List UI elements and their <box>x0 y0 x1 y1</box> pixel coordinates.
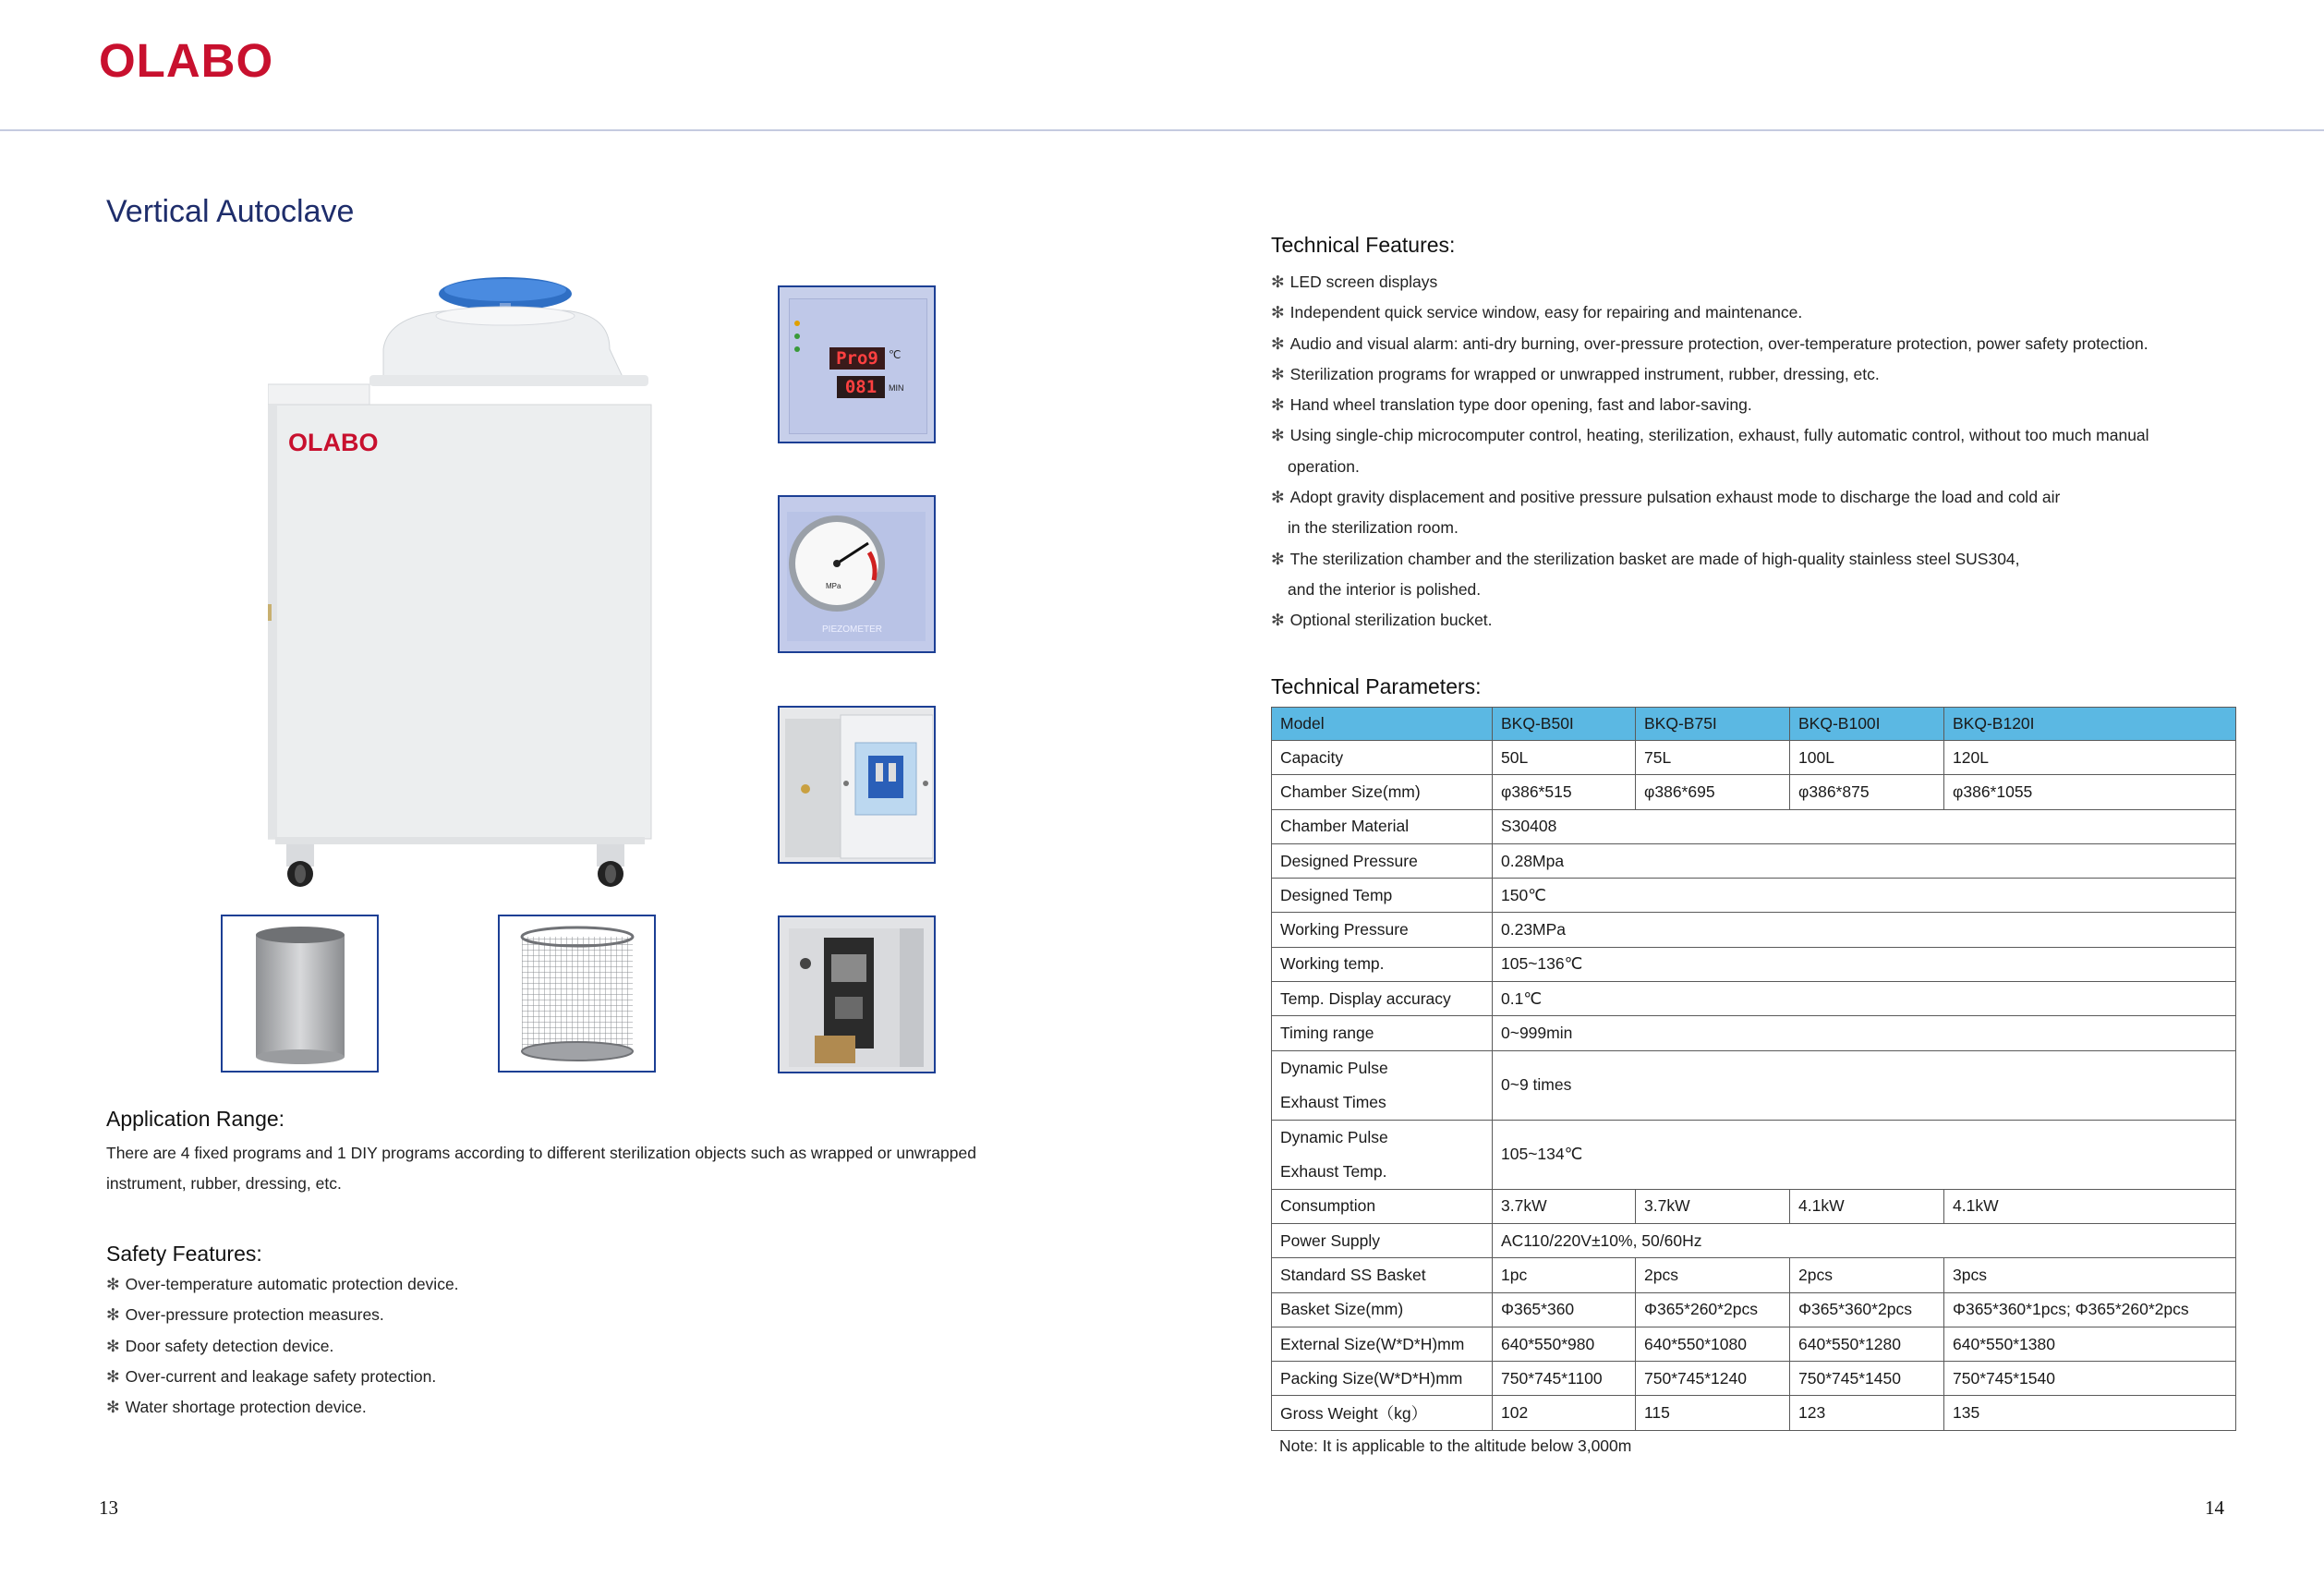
table-cell: 105~136℃ <box>1493 947 2236 981</box>
parameters-table <box>1271 707 2236 1431</box>
row-label: Capacity <box>1272 741 1493 775</box>
gauge-label: PIEZOMETER <box>822 624 883 635</box>
table-row <box>1272 1362 2236 1396</box>
table-cell: 0~9 times <box>1493 1050 2236 1120</box>
row-label: Dynamic Pulse Exhaust Times <box>1272 1050 1493 1120</box>
table-row <box>1272 879 2236 913</box>
asterisk-icon: ✻ <box>1271 549 1285 568</box>
table-cell: φ386*515 <box>1493 775 1636 809</box>
table-cell: 102 <box>1493 1396 1636 1430</box>
table-cell: Φ365*360 <box>1493 1292 1636 1327</box>
table-note: Note: It is applicable to the altitude below 3,000m <box>1279 1436 1632 1455</box>
row-label: External Size(W*D*H)mm <box>1272 1327 1493 1361</box>
asterisk-icon: ✻ <box>1271 611 1285 630</box>
table-row <box>1272 1396 2236 1430</box>
row-label: Chamber Size(mm) <box>1272 775 1493 809</box>
table-cell: 105~134℃ <box>1493 1120 2236 1189</box>
table-cell: 135 <box>1944 1396 2236 1430</box>
application-line: instrument, rubber, dressing, etc. <box>106 1174 342 1193</box>
technical-features-heading: Technical Features: <box>1271 233 1456 257</box>
row-label: Basket Size(mm) <box>1272 1292 1493 1327</box>
table-cell: 640*550*1280 <box>1790 1327 1944 1361</box>
table-cell: φ386*1055 <box>1944 775 2236 809</box>
parameters-table-wrapper <box>1271 707 2236 1456</box>
table-cell: 3.7kW <box>1636 1189 1790 1223</box>
asterisk-icon: ✻ <box>1271 273 1285 291</box>
table-cell: 3.7kW <box>1493 1189 1636 1223</box>
safety-heading: Safety Features: <box>106 1242 262 1266</box>
list-item: ✻ Adopt gravity displacement and positive pressure pulsation exhaust mode to discharge the load and cold air <box>1271 488 2061 507</box>
table-cell: AC110/220V±10%, 50/60Hz <box>1493 1223 2236 1257</box>
table-cell: Φ365*260*2pcs <box>1636 1292 1790 1327</box>
table-row <box>1272 1016 2236 1050</box>
row-label: Dynamic Pulse Exhaust Temp. <box>1272 1120 1493 1189</box>
pressure-gauge-thumbnail <box>778 495 936 653</box>
row-label: Consumption <box>1272 1189 1493 1223</box>
page-number-left: 13 <box>99 1497 118 1519</box>
table-cell: 150℃ <box>1493 879 2236 913</box>
temperature-display: Pro9 <box>829 347 885 370</box>
autoclave-image <box>268 275 656 892</box>
table-cell: Φ365*360*1pcs; Φ365*260*2pcs <box>1944 1292 2236 1327</box>
list-item: ✻ Sterilization programs for wrapped or unwrapped instrument, rubber, dressing, etc. <box>1271 364 1880 383</box>
table-cell: 640*550*980 <box>1493 1327 1636 1361</box>
header-cell: BKQ-B50I <box>1493 708 1636 741</box>
minute-unit: MIN <box>889 383 904 393</box>
asterisk-icon: ✻ <box>106 1275 120 1293</box>
table-cell: 750*745*1540 <box>1944 1362 2236 1396</box>
table-cell: 2pcs <box>1790 1258 1944 1292</box>
row-label: Working Pressure <box>1272 913 1493 947</box>
table-cell: 1pc <box>1493 1258 1636 1292</box>
circuit-breaker-thumbnail <box>778 706 936 864</box>
machine-brand-label: OLABO <box>288 429 379 456</box>
table-cell: 120L <box>1944 741 2236 775</box>
table-cell: 750*745*1100 <box>1493 1362 1636 1396</box>
table-cell: 0~999min <box>1493 1016 2236 1050</box>
sterilization-bucket-thumbnail <box>221 915 379 1073</box>
application-text <box>106 1138 1122 1199</box>
table-row <box>1272 947 2236 981</box>
table-cell: φ386*695 <box>1636 775 1790 809</box>
row-label: Chamber Material <box>1272 809 1493 843</box>
table-cell: 750*745*1450 <box>1790 1362 1944 1396</box>
table-row <box>1272 982 2236 1016</box>
row-label: Temp. Display accuracy <box>1272 982 1493 1016</box>
table-row <box>1272 775 2236 809</box>
list-item: ✻ Audio and visual alarm: anti-dry burning, over-pressure protection, over-temperature protection, power safety protection. <box>1271 333 2148 353</box>
table-cell: 123 <box>1790 1396 1944 1430</box>
asterisk-icon: ✻ <box>1271 333 1285 353</box>
table-row <box>1272 1189 2236 1223</box>
header-divider <box>0 129 2324 131</box>
row-label: Packing Size(W*D*H)mm <box>1272 1362 1493 1396</box>
list-item: ✻ Independent quick service window, easy for repairing and maintenance. <box>1271 303 1803 322</box>
table-cell: S30408 <box>1493 809 2236 843</box>
page-number-right: 14 <box>2205 1497 2224 1519</box>
header-cell: BKQ-B75I <box>1636 708 1790 741</box>
table-cell: 750*745*1240 <box>1636 1362 1790 1396</box>
table-row <box>1272 1258 2236 1292</box>
asterisk-icon: ✻ <box>106 1398 120 1417</box>
table-row <box>1272 913 2236 947</box>
table-row <box>1272 1292 2236 1327</box>
table-cell: 640*550*1080 <box>1636 1327 1790 1361</box>
asterisk-icon: ✻ <box>1271 303 1285 322</box>
page-title: Vertical Autoclave <box>106 194 355 229</box>
table-row <box>1272 1223 2236 1257</box>
wire-basket-thumbnail <box>498 915 656 1073</box>
row-label: Working temp. <box>1272 947 1493 981</box>
list-item-continuation: in the sterilization room. <box>1288 518 1459 538</box>
asterisk-icon: ✻ <box>1271 364 1285 383</box>
table-cell: 4.1kW <box>1790 1189 1944 1223</box>
list-item: ✻ Over-pressure protection measures. <box>106 1305 384 1325</box>
list-item: ✻ The sterilization chamber and the sterilization basket are made of high-quality stainless steel SUS304, <box>1271 549 2020 568</box>
asterisk-icon: ✻ <box>1271 488 1285 507</box>
application-heading: Application Range: <box>106 1107 285 1131</box>
list-item: ✻ Door safety detection device. <box>106 1336 334 1355</box>
list-item: ✻ Hand wheel translation type door opening, fast and labor-saving. <box>1271 395 1752 415</box>
asterisk-icon: ✻ <box>1271 395 1285 415</box>
table-cell: 0.28Mpa <box>1493 843 2236 878</box>
table-header-row <box>1272 708 2236 741</box>
table-cell: 4.1kW <box>1944 1189 2236 1223</box>
row-label: Designed Pressure <box>1272 843 1493 878</box>
technical-features-list <box>1271 267 2306 636</box>
row-label: Standard SS Basket <box>1272 1258 1493 1292</box>
asterisk-icon: ✻ <box>106 1336 120 1355</box>
list-item: ✻ Using single-chip microcomputer control, heating, sterilization, exhaust, fully automatic control, without too much manual <box>1271 426 2149 445</box>
safety-list <box>106 1269 845 1423</box>
brand-logo: OLABO <box>99 34 274 87</box>
table-cell: 640*550*1380 <box>1944 1327 2236 1361</box>
row-label: Timing range <box>1272 1016 1493 1050</box>
table-cell: 3pcs <box>1944 1258 2236 1292</box>
table-cell: 115 <box>1636 1396 1790 1430</box>
table-row <box>1272 1120 2236 1189</box>
asterisk-icon: ✻ <box>1271 426 1285 445</box>
table-cell: 0.23MPa <box>1493 913 2236 947</box>
table-cell: 50L <box>1493 741 1636 775</box>
control-panel-thumbnail <box>778 285 936 443</box>
application-line: There are 4 fixed programs and 1 DIY programs according to different sterilization objects such as wrapped or unwrapped <box>106 1144 976 1162</box>
list-item-continuation: and the interior is polished. <box>1288 579 1482 599</box>
list-item: ✻ Optional sterilization bucket. <box>1271 611 1493 630</box>
list-item: ✻ Water shortage protection device. <box>106 1398 367 1417</box>
asterisk-icon: ✻ <box>106 1305 120 1325</box>
list-item: ✻ Over-current and leakage safety protection. <box>106 1366 437 1386</box>
technical-parameters-heading: Technical Parameters: <box>1271 674 1482 698</box>
timer-display: 081 <box>837 376 885 398</box>
header-cell: BKQ-B100I <box>1790 708 1944 741</box>
table-cell: 2pcs <box>1636 1258 1790 1292</box>
table-cell: 0.1℃ <box>1493 982 2236 1016</box>
row-label: Designed Temp <box>1272 879 1493 913</box>
table-cell: Φ365*360*2pcs <box>1790 1292 1944 1327</box>
table-cell: 100L <box>1790 741 1944 775</box>
list-item-continuation: operation. <box>1288 456 1360 476</box>
header-cell: Model <box>1272 708 1493 741</box>
table-cell: φ386*875 <box>1790 775 1944 809</box>
asterisk-icon: ✻ <box>106 1366 120 1386</box>
table-row <box>1272 809 2236 843</box>
list-item: ✻ Over-temperature automatic protection device. <box>106 1275 459 1293</box>
row-label: Power Supply <box>1272 1223 1493 1257</box>
header-cell: BKQ-B120I <box>1944 708 2236 741</box>
row-label: Gross Weight（kg） <box>1272 1396 1493 1430</box>
table-row <box>1272 1327 2236 1361</box>
valve-assembly-thumbnail <box>778 915 936 1073</box>
list-item: ✻ LED screen displays <box>1271 273 1438 291</box>
table-cell: 75L <box>1636 741 1790 775</box>
gauge-unit: MPa <box>826 582 841 590</box>
table-row <box>1272 741 2236 775</box>
celsius-unit: ℃ <box>889 348 902 361</box>
table-row <box>1272 843 2236 878</box>
table-row <box>1272 1050 2236 1120</box>
